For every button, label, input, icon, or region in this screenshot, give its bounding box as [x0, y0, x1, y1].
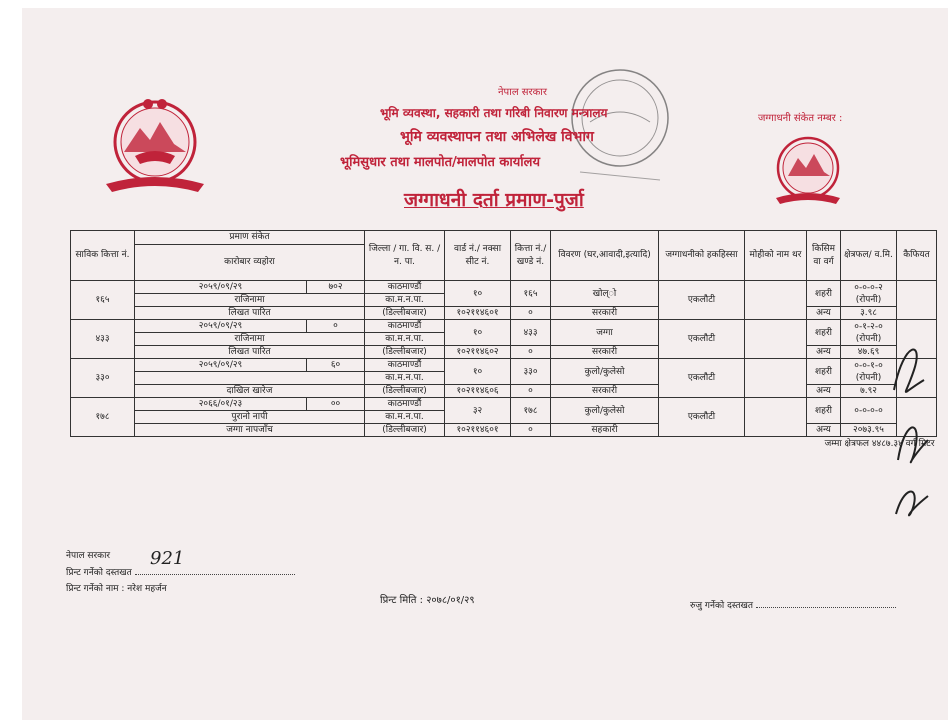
area-value: ०-०-०-० [854, 405, 883, 416]
area-value: ०-१-२-० [854, 321, 883, 332]
tenant-cell [745, 281, 807, 320]
deed-cell: लिखत पारित [135, 346, 365, 359]
table-row [71, 398, 937, 411]
printer-signature-line [135, 574, 295, 575]
municipality-cell: का.म.न.पा. [365, 333, 445, 346]
table-row [71, 346, 937, 359]
detail-cell: कुलो/कुलेसो [551, 359, 659, 385]
category2-cell: अन्य [807, 346, 841, 359]
handwritten-signature-3 [890, 478, 934, 522]
category2-cell: अन्य [807, 424, 841, 437]
area2-cell: ७.९२ [841, 385, 897, 398]
verifier-signature [690, 598, 896, 611]
header-area: क्षेत्रफल/ व.मि. [841, 231, 897, 281]
govt-title: नेपाल सरकार [498, 87, 547, 98]
detail2-cell: सरकारी [551, 346, 659, 359]
area-name-cell: (डिल्लीबजार) [365, 346, 445, 359]
ref-cell: ०० [307, 398, 365, 411]
khande-cell: ० [511, 346, 551, 359]
header-plot: कित्ता नं./ खण्डे नं. [511, 231, 551, 281]
transaction-cell: राजिनामा [135, 294, 365, 307]
table-row [71, 281, 937, 294]
handwritten-number: 921 [150, 548, 185, 569]
area2-cell: २०७३.९५ [841, 424, 897, 437]
header-karobar: कारोबार व्यहोरा [135, 245, 365, 281]
district-cell: काठमाण्डौं [365, 281, 445, 294]
date-cell: २०६६/०१/२३ [135, 398, 307, 411]
area-unit: (रोपनी) [855, 372, 882, 383]
area-value: ०-०-०-२ [854, 282, 883, 293]
detail2-cell: सहकारी [551, 424, 659, 437]
old-plot-cell: १७८ [71, 398, 135, 437]
detail-cell: जग्गा [551, 320, 659, 346]
area2-cell: ३.९८ [841, 307, 897, 320]
sheet-cell: १०२११४६०६ [445, 385, 511, 398]
table-row [71, 307, 937, 320]
transaction-cell: पुरानो नापी [135, 411, 365, 424]
area-name-cell: (डिल्लीबजार) [365, 385, 445, 398]
handwritten-signature-1 [884, 330, 934, 400]
footer-govt: नेपाल सरकार [66, 551, 111, 561]
area-unit: (रोपनी) [855, 333, 882, 344]
sheet-cell: १०२११४६०१ [445, 424, 511, 437]
municipality-cell: का.म.न.पा. [365, 372, 445, 385]
department-title: भूमि व्यवस्थापन तथा अभिलेख विभाग [400, 129, 594, 145]
nepal-emblem-right [770, 132, 846, 208]
nepal-emblem-left [100, 92, 210, 200]
tenant-cell [745, 359, 807, 398]
header-remarks: कैफियत [897, 231, 937, 281]
header-old-plot: साविक कित्ता नं. [71, 231, 135, 281]
owner-right-cell: एकलौटी [659, 398, 745, 437]
ref-cell: ० [307, 320, 365, 333]
area-unit: (रोपनी) [855, 294, 882, 305]
plot-cell: ४३३ [511, 320, 551, 346]
category-cell: शहरी [807, 281, 841, 307]
khande-cell: ० [511, 385, 551, 398]
date-cell: २०५९/०९/२९ [135, 320, 307, 333]
owner-right-cell: एकलौटी [659, 281, 745, 320]
header-tenant: मोहीको नाम थर [745, 231, 807, 281]
date-cell: २०५९/०९/२९ [135, 281, 307, 294]
document-title: जग्गाधनी दर्ता प्रमाण-पुर्जा [404, 189, 584, 211]
tenant-cell [745, 398, 807, 437]
detail2-cell: सरकारी [551, 307, 659, 320]
table-row [71, 424, 937, 437]
district-cell: काठमाण्डौं [365, 320, 445, 333]
owner-right-cell: एकलौटी [659, 320, 745, 359]
detail2-cell: सरकारी [551, 385, 659, 398]
print-date: प्रिन्ट मिति : २०७८/०१/२९ [380, 595, 475, 606]
ward-cell: ३२ [445, 398, 511, 424]
handwritten-signature-2 [890, 410, 934, 470]
sheet-cell: १०२११४६०१ [445, 307, 511, 320]
top-margin [0, 0, 952, 8]
category-cell: शहरी [807, 320, 841, 346]
area-cell [841, 281, 897, 307]
sheet-cell: १०२११४६०२ [445, 346, 511, 359]
date-cell: २०५९/०९/२९ [135, 359, 307, 372]
ref-cell: ७०२ [307, 281, 365, 294]
old-plot-cell: १६५ [71, 281, 135, 320]
old-plot-cell: ३३० [71, 359, 135, 398]
header-ward: वार्ड नं./ नक्सा सीट नं. [445, 231, 511, 281]
district-cell: काठमाण्डौं [365, 398, 445, 411]
table-row [71, 385, 937, 398]
plot-cell: ३३० [511, 359, 551, 385]
area2-cell: ४७.६९ [841, 346, 897, 359]
area-cell [841, 398, 897, 424]
header-owner-right: जग्गाधनीको हकहिस्सा [659, 231, 745, 281]
verifier-signature-line [756, 607, 896, 608]
category-cell: शहरी [807, 398, 841, 424]
tenant-cell [745, 320, 807, 359]
transaction-cell: राजिनामा [135, 333, 365, 346]
plot-cell: १७८ [511, 398, 551, 424]
owner-right-cell: एकलौटी [659, 359, 745, 398]
remarks-cell [897, 281, 937, 320]
ward-cell: १० [445, 359, 511, 385]
detail-cell: खोल्ो [551, 281, 659, 307]
office-title: भूमिसुधार तथा मालपोत/मालपोत कार्यालय [340, 155, 541, 170]
table-row [71, 359, 937, 372]
municipality-cell: का.म.न.पा. [365, 411, 445, 424]
printer-signature-text: प्रिन्ट गर्नेको दस्तखत [66, 568, 132, 578]
header-category: किसिम वा वर्ग [807, 231, 841, 281]
table-row [71, 320, 937, 333]
table-header-row [71, 231, 937, 245]
plot-cell: १६५ [511, 281, 551, 307]
area-name-cell: (डिल्लीबजार) [365, 307, 445, 320]
header-district: जिल्ला / गा. वि. स. / न. पा. [365, 231, 445, 281]
ward-cell: १० [445, 320, 511, 346]
old-plot-cell: ४३३ [71, 320, 135, 359]
deed-cell: जग्गा नापजाँच [135, 424, 365, 437]
total-area: जम्मा क्षेत्रफल ४४८७.३४ वर्ग मिटर [71, 437, 937, 452]
area-name-cell: (डिल्लीबजार) [365, 424, 445, 437]
category-cell: शहरी [807, 359, 841, 385]
category2-cell: अन्य [807, 385, 841, 398]
detail-cell: कुलो/कुलेसो [551, 398, 659, 424]
verifier-signature-text: रुजु गर्नेको दस्तखत [690, 601, 753, 611]
municipality-cell: का.म.न.पा. [365, 294, 445, 307]
table-total-row [71, 437, 937, 452]
ward-cell: १० [445, 281, 511, 307]
khande-cell: ० [511, 424, 551, 437]
district-cell: काठमाण्डौं [365, 359, 445, 372]
table-body [71, 281, 937, 437]
deed-cell: दाखिल खारेज [135, 385, 365, 398]
ref-cell: ६० [307, 359, 365, 372]
ministry-title: भूमि व्यवस्था, सहकारी तथा गरिबी निवारण मन्त्रालय [380, 106, 608, 120]
header-detail: विवरण (घर,आवादी,इत्यादि) [551, 231, 659, 281]
certificate-number-label: जग्गाधनी संकेत नम्बर : [758, 113, 843, 124]
category2-cell: अन्य [807, 307, 841, 320]
land-register-table [70, 230, 937, 451]
printer-name: प्रिन्ट गर्नेको नाम : नरेश महर्जन [66, 584, 167, 594]
area-value: ०-०-१-० [854, 360, 883, 371]
header-pramana: प्रमाण संकेत [135, 231, 365, 245]
transaction-cell [135, 372, 365, 385]
khande-cell: ० [511, 307, 551, 320]
deed-cell: लिखत पारित [135, 307, 365, 320]
